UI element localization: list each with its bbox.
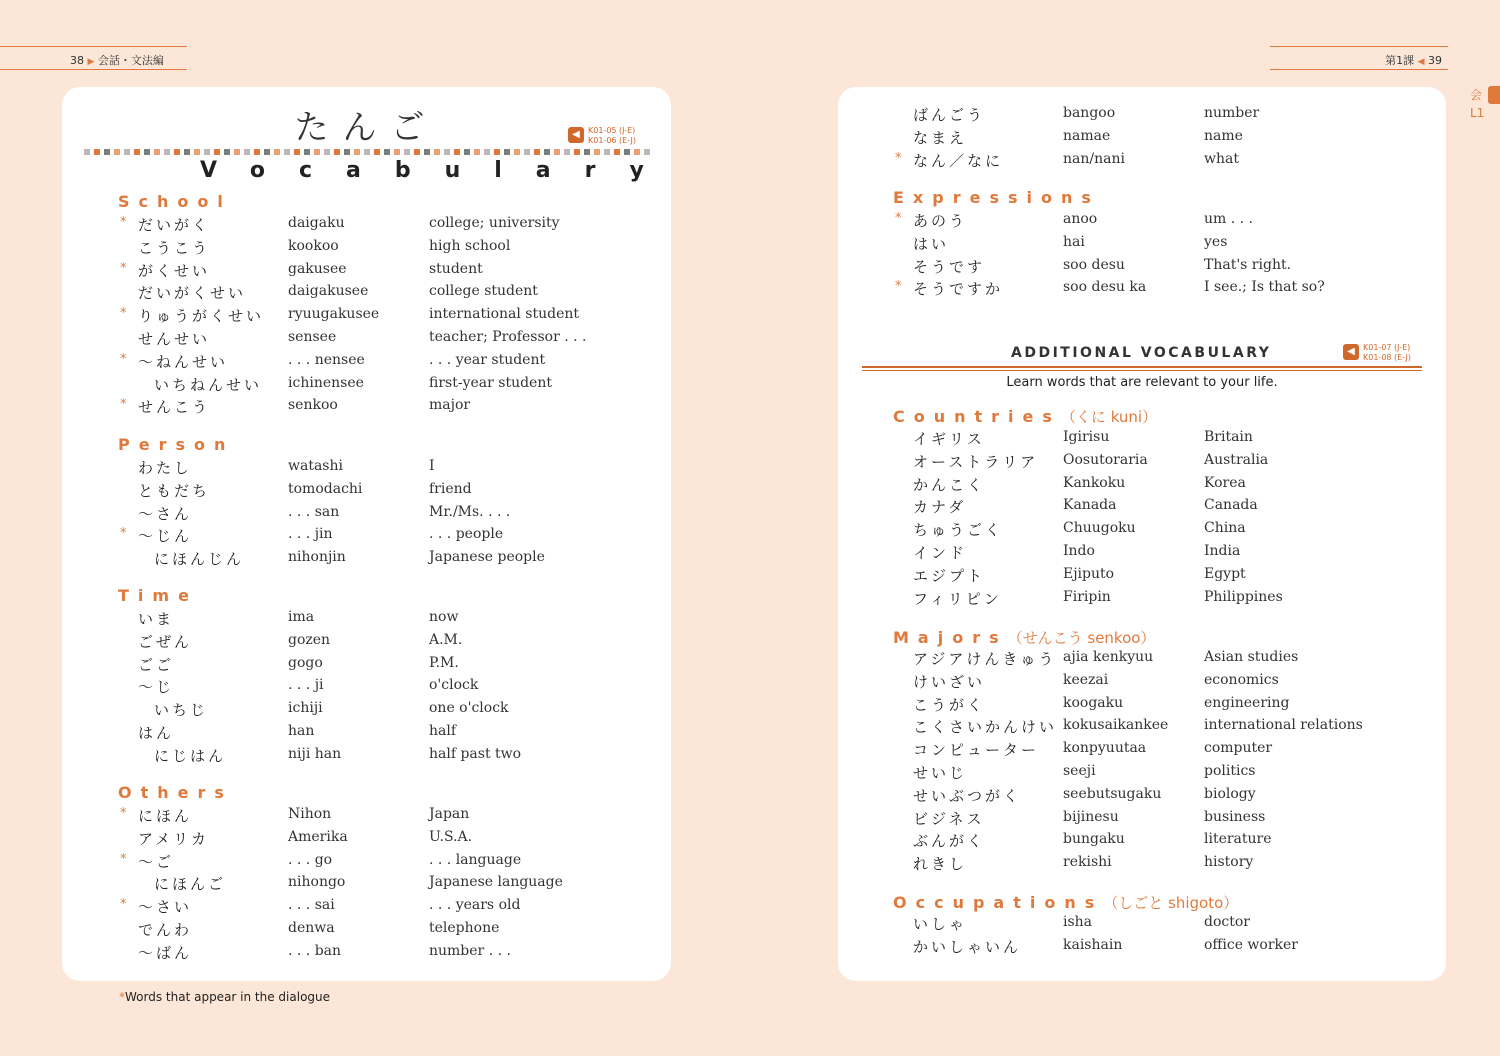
english-meaning: student	[429, 260, 483, 277]
decor-dot	[164, 149, 170, 155]
decor-dot	[494, 149, 500, 155]
romaji: . . . san	[288, 503, 340, 520]
decor-dot	[584, 149, 590, 155]
decor-dot	[534, 149, 540, 155]
japanese-word: かいしゃいん	[913, 937, 1022, 956]
decorative-dot-border	[84, 149, 651, 156]
japanese-word: 〜ばん	[138, 943, 193, 962]
romaji: anoo	[1063, 211, 1098, 227]
english-meaning: China	[1204, 520, 1246, 537]
english-meaning: Japanese people	[429, 549, 545, 566]
star-icon: *	[120, 215, 127, 230]
romaji: hai	[1063, 233, 1085, 250]
romaji: seebutsugaku	[1063, 785, 1162, 802]
japanese-word: せいじ	[913, 764, 968, 782]
romaji: denwa	[288, 920, 335, 936]
japanese-word: ばんごう	[913, 106, 986, 124]
section-subtitle: （くに kuni）	[1060, 408, 1158, 426]
decor-dot	[304, 149, 310, 155]
romaji: . . . ban	[288, 942, 342, 959]
section-name: Person	[118, 435, 235, 454]
romaji: gogo	[288, 654, 323, 671]
decor-dot	[194, 149, 200, 155]
japanese-word: 〜じ	[138, 678, 175, 697]
romaji: . . . nensee	[288, 351, 365, 368]
japanese-word: アメリカ	[138, 829, 209, 848]
english-meaning: now	[429, 609, 459, 625]
decor-dot	[444, 149, 450, 155]
japanese-word: りゅうがくせい	[138, 307, 265, 326]
japanese-word: ごご	[138, 655, 175, 674]
heading-rule-thin	[862, 370, 1422, 371]
romaji: Oosutoraria	[1063, 451, 1148, 468]
decor-dot	[634, 149, 640, 155]
romaji: koogaku	[1063, 694, 1124, 711]
japanese-word: ちゅうごく	[913, 521, 1004, 540]
decor-dot	[274, 149, 280, 155]
english-meaning: Japan	[429, 806, 470, 822]
english-meaning: Egypt	[1204, 565, 1246, 582]
english-meaning: o'clock	[429, 677, 479, 694]
japanese-word: そうですか	[913, 280, 1004, 299]
japanese-word: 〜さい	[138, 898, 193, 917]
romaji: bijinesu	[1063, 808, 1119, 825]
english-meaning: high school	[429, 237, 511, 254]
romaji: nihonjin	[288, 549, 346, 566]
audio-code-je: K01-05 (J-E)	[588, 126, 636, 135]
romaji: kaishain	[1063, 936, 1123, 953]
audio-code-je: K01-07 (J-E)	[1363, 343, 1411, 352]
english-meaning: telephone	[429, 920, 500, 936]
section-name: Occupations	[893, 893, 1104, 912]
romaji: Nihon	[288, 806, 332, 822]
english-meaning: computer	[1204, 740, 1273, 757]
triangle-left-icon: ◀	[1417, 57, 1425, 67]
english-meaning: international student	[429, 306, 580, 323]
section-name: Expressions	[893, 188, 1100, 207]
running-head-left	[0, 46, 187, 70]
japanese-word: いちねんせい	[154, 375, 263, 394]
english-meaning: U.S.A.	[429, 828, 473, 845]
japanese-word: いちじ	[154, 701, 209, 720]
star-icon: *	[120, 397, 127, 413]
japanese-word: はん	[138, 724, 175, 742]
english-meaning: office worker	[1204, 936, 1298, 953]
english-meaning: um . . .	[1204, 211, 1253, 227]
japanese-word: せんこう	[138, 398, 211, 417]
romaji: ichiji	[288, 700, 323, 717]
japanese-word: ぶんがく	[913, 832, 986, 851]
japanese-word: いま	[138, 610, 175, 628]
star-icon: *	[895, 150, 902, 166]
audio-code-ej: K01-06 (E-J)	[588, 136, 637, 145]
section-heading	[118, 586, 198, 605]
japanese-word: ビジネス	[913, 809, 985, 828]
english-meaning: yes	[1204, 233, 1228, 250]
romaji: ima	[288, 609, 315, 625]
section-title-right: 第1課	[1385, 54, 1415, 67]
english-meaning: engineering	[1204, 694, 1290, 711]
decor-dot	[324, 149, 330, 155]
decor-dot	[264, 149, 270, 155]
romaji: senkoo	[288, 397, 338, 414]
japanese-word: フィリピン	[913, 589, 1002, 608]
romaji: tomodachi	[288, 480, 363, 497]
english-meaning: friend	[429, 480, 472, 497]
japanese-word: だいがく	[138, 216, 211, 234]
section-heading	[118, 783, 233, 802]
english-meaning: economics	[1204, 671, 1279, 688]
english-meaning: . . . year student	[429, 351, 546, 368]
japanese-word: オーストラリア	[913, 452, 1039, 471]
japanese-word: かんこく	[913, 475, 986, 494]
decor-dot	[624, 149, 630, 155]
triangle-right-icon: ▶	[87, 57, 95, 67]
star-icon: *	[120, 897, 127, 913]
section-subtitle: （せんこう senkoo）	[1007, 629, 1156, 647]
english-meaning: Asian studies	[1204, 649, 1299, 665]
romaji: keezai	[1063, 671, 1109, 688]
romaji: ryuugakusee	[288, 306, 380, 323]
english-meaning: name	[1204, 127, 1243, 144]
page-number-right: 39	[1428, 54, 1442, 67]
decor-dot	[124, 149, 130, 155]
english-meaning: Philippines	[1204, 588, 1283, 605]
speaker-icon: ◀	[1343, 344, 1359, 360]
english-meaning: Britain	[1204, 429, 1253, 445]
english-meaning: business	[1204, 808, 1266, 825]
romaji: konpyuutaa	[1063, 740, 1147, 757]
romaji: gozen	[288, 631, 331, 648]
additional-vocabulary-subtitle: Learn words that are relevant to your life.	[1006, 375, 1278, 390]
english-meaning: I see.; Is that so?	[1204, 279, 1325, 296]
english-meaning: international relations	[1204, 717, 1363, 734]
decor-dot	[214, 149, 220, 155]
romaji: han	[288, 723, 315, 739]
romaji: Chuugoku	[1063, 520, 1136, 537]
japanese-word: エジプト	[913, 566, 986, 585]
decor-dot	[514, 149, 520, 155]
english-meaning: teacher; Professor . . .	[429, 329, 587, 345]
english-meaning: half past two	[429, 745, 522, 762]
star-icon: *	[895, 279, 902, 295]
romaji: nihongo	[288, 874, 346, 891]
decor-dot	[434, 149, 440, 155]
english-meaning: number	[1204, 105, 1260, 121]
japanese-word: がくせい	[138, 261, 211, 280]
romaji: seeji	[1063, 763, 1096, 779]
english-meaning: A.M.	[429, 631, 463, 648]
decor-dot	[564, 149, 570, 155]
japanese-word: ともだち	[138, 481, 211, 500]
english-meaning: Canada	[1204, 497, 1258, 514]
english-meaning: Korea	[1204, 474, 1246, 491]
english-meaning: Japanese language	[429, 874, 563, 891]
vocabulary-title-japanese: たんご	[294, 108, 439, 148]
romaji: soo desu	[1063, 256, 1125, 273]
romaji: . . . jin	[288, 526, 333, 543]
footnote-text: Words that appear in the dialogue	[125, 990, 331, 1004]
romaji: bangoo	[1063, 105, 1116, 121]
decor-dot	[134, 149, 140, 155]
english-meaning: number . . .	[429, 942, 511, 959]
romaji: rekishi	[1063, 854, 1112, 871]
section-name: Others	[118, 783, 233, 802]
english-meaning: politics	[1204, 763, 1256, 779]
japanese-word: わたし	[138, 459, 193, 477]
heading-rule	[862, 366, 1422, 368]
section-title-left: 会話・文法編	[97, 54, 164, 67]
japanese-word: ごぜん	[138, 632, 193, 651]
japanese-word: 〜ご	[138, 852, 175, 871]
decor-dot	[254, 149, 260, 155]
japanese-word: にほん	[138, 807, 193, 825]
romaji: Firipin	[1063, 588, 1111, 605]
english-meaning: . . . language	[429, 851, 522, 868]
decor-dot	[114, 149, 120, 155]
japanese-word: なん／なに	[913, 151, 1004, 170]
japanese-word: だいがくせい	[138, 284, 247, 303]
decor-dot	[144, 149, 150, 155]
japanese-word: コンピューター	[913, 741, 1040, 760]
decor-dot	[234, 149, 240, 155]
english-meaning: I	[429, 458, 435, 474]
decor-dot	[154, 149, 160, 155]
decor-dot	[364, 149, 370, 155]
star-icon: *	[120, 526, 127, 542]
section-name: Majors	[893, 628, 1008, 647]
romaji: Kanada	[1063, 497, 1117, 514]
japanese-word: せんせい	[138, 330, 211, 348]
english-meaning: college student	[429, 283, 538, 300]
romaji: Igirisu	[1063, 429, 1110, 445]
decor-dot	[474, 149, 480, 155]
english-meaning: Mr./Ms. . . .	[429, 503, 511, 520]
romaji: bungaku	[1063, 831, 1125, 848]
star-icon: *	[120, 260, 127, 276]
page-number-left: 38	[70, 54, 84, 67]
japanese-word: にじはん	[154, 746, 227, 765]
romaji: . . . sai	[288, 897, 335, 914]
romaji: isha	[1063, 914, 1093, 930]
romaji: sensee	[288, 329, 337, 345]
english-meaning: literature	[1204, 831, 1272, 848]
running-head-right	[1270, 46, 1448, 70]
english-meaning: half	[429, 723, 457, 739]
english-meaning: That's right.	[1204, 256, 1292, 273]
decor-dot	[94, 149, 100, 155]
english-meaning: biology	[1204, 785, 1256, 802]
japanese-word: こうがく	[913, 695, 986, 714]
star-icon: *	[119, 990, 125, 1004]
speaker-icon: ◀	[568, 127, 584, 143]
decor-dot	[574, 149, 580, 155]
decor-dot	[104, 149, 110, 155]
decor-dot	[384, 149, 390, 155]
japanese-word: インド	[913, 544, 968, 562]
star-icon: *	[120, 351, 127, 367]
romaji: watashi	[288, 458, 343, 474]
romaji: namae	[1063, 127, 1111, 144]
section-heading	[893, 892, 1238, 913]
decor-dot	[604, 149, 610, 155]
decor-dot	[524, 149, 530, 155]
english-meaning: major	[429, 397, 471, 414]
japanese-word: にほんじん	[154, 550, 245, 569]
japanese-word: 〜さん	[138, 504, 193, 523]
romaji: ajia kenkyuu	[1063, 649, 1154, 665]
decor-dot	[644, 149, 650, 155]
decor-dot	[424, 149, 430, 155]
japanese-word: こくさいかんけい	[913, 718, 1058, 737]
decor-dot	[204, 149, 210, 155]
japanese-word: あのう	[913, 212, 968, 230]
decor-dot	[484, 149, 490, 155]
decor-dot	[594, 149, 600, 155]
decor-dot	[334, 149, 340, 155]
romaji: soo desu ka	[1063, 279, 1147, 296]
japanese-word: にほんご	[154, 875, 227, 894]
decor-dot	[224, 149, 230, 155]
decor-dot	[354, 149, 360, 155]
english-meaning: history	[1204, 854, 1254, 871]
decor-dot	[244, 149, 250, 155]
decor-dot	[284, 149, 290, 155]
decor-dot	[174, 149, 180, 155]
english-meaning: one o'clock	[429, 700, 509, 717]
romaji: . . . go	[288, 851, 333, 868]
vocabulary-title-english: Vocabulary	[200, 158, 678, 183]
english-meaning: India	[1204, 543, 1241, 559]
section-name: School	[118, 192, 232, 211]
romaji: kookoo	[288, 237, 339, 254]
section-heading	[893, 406, 1157, 427]
footnote	[119, 990, 330, 1004]
romaji: Amerika	[288, 828, 348, 845]
english-meaning: first-year student	[429, 374, 552, 391]
decor-dot	[404, 149, 410, 155]
decor-dot	[314, 149, 320, 155]
decor-dot	[544, 149, 550, 155]
japanese-word: れきし	[913, 855, 968, 874]
section-heading	[118, 192, 232, 211]
japanese-word: せいぶつがく	[913, 786, 1022, 805]
decor-dot	[294, 149, 300, 155]
japanese-word: はい	[913, 234, 950, 253]
decor-dot	[554, 149, 560, 155]
japanese-word: なまえ	[913, 128, 968, 147]
japanese-word: 〜ねんせい	[138, 352, 229, 371]
additional-vocabulary-heading: ADDITIONAL VOCABULARY	[1011, 345, 1272, 361]
section-heading	[118, 435, 234, 454]
romaji: Indo	[1063, 543, 1095, 559]
tab-marker	[1488, 86, 1500, 104]
tab-lesson: L1	[1470, 106, 1485, 120]
decor-dot	[374, 149, 380, 155]
section-name: Time	[118, 586, 198, 605]
decor-dot	[454, 149, 460, 155]
romaji: gakusee	[288, 260, 347, 277]
romaji: nan/nani	[1063, 150, 1125, 167]
romaji: niji han	[288, 745, 342, 762]
english-meaning: P.M.	[429, 654, 459, 671]
romaji: daigakusee	[288, 283, 369, 300]
tab-kanji: 会	[1470, 88, 1483, 102]
japanese-word: けいざい	[913, 672, 986, 691]
japanese-word: カナダ	[913, 498, 967, 517]
romaji: kokusaikankee	[1063, 717, 1169, 734]
star-icon: *	[120, 806, 127, 821]
romaji: Ejiputo	[1063, 565, 1115, 582]
star-icon: *	[895, 211, 902, 226]
english-meaning: . . . years old	[429, 897, 521, 914]
english-meaning: . . . people	[429, 526, 504, 543]
decor-dot	[394, 149, 400, 155]
decor-dot	[84, 149, 90, 155]
romaji: daigaku	[288, 215, 345, 231]
japanese-word: こうこう	[138, 238, 211, 257]
decor-dot	[184, 149, 190, 155]
audio-code-ej: K01-08 (E-J)	[1363, 353, 1412, 362]
decor-dot	[504, 149, 510, 155]
japanese-word: イギリス	[913, 430, 985, 448]
japanese-word: いしゃ	[913, 915, 968, 933]
japanese-word: そうです	[913, 257, 986, 276]
english-meaning: college; university	[429, 215, 560, 231]
section-heading	[893, 627, 1155, 648]
japanese-word: アジアけんきゅう	[913, 650, 1057, 668]
star-icon: *	[120, 851, 127, 867]
decor-dot	[344, 149, 350, 155]
section-heading	[893, 188, 1100, 207]
english-meaning: what	[1204, 150, 1239, 167]
decor-dot	[614, 149, 620, 155]
romaji: ichinensee	[288, 374, 364, 391]
english-meaning: Australia	[1204, 451, 1269, 468]
japanese-word: でんわ	[138, 921, 193, 939]
star-icon: *	[120, 306, 127, 322]
decor-dot	[414, 149, 420, 155]
section-subtitle: （しごと shigoto）	[1103, 894, 1239, 912]
section-name: Countries	[893, 407, 1061, 426]
japanese-word: 〜じん	[138, 527, 193, 546]
romaji: Kankoku	[1063, 474, 1126, 491]
decor-dot	[464, 149, 470, 155]
romaji: . . . ji	[288, 677, 324, 694]
english-meaning: doctor	[1204, 914, 1250, 930]
